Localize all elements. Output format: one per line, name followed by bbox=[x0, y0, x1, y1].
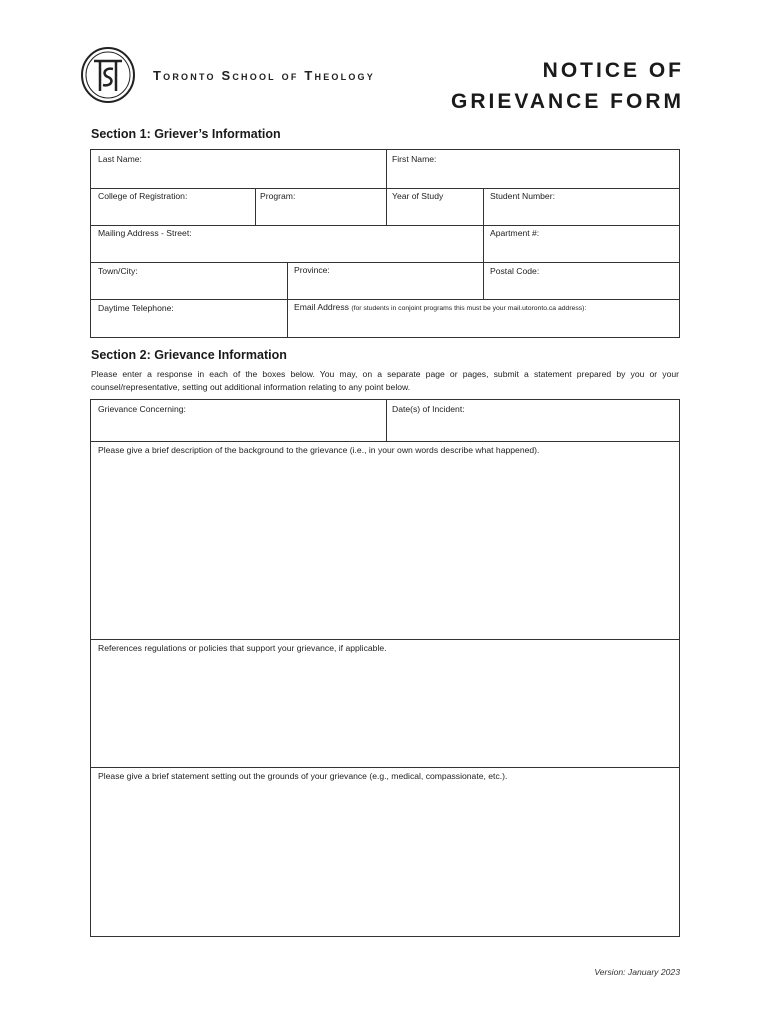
form-title-line1: NOTICE OF bbox=[542, 59, 684, 82]
background-field[interactable]: Please give a brief description of the background to the grievance (i.e., in your own words describe what happened). bbox=[98, 445, 540, 455]
postal-code-field[interactable]: Postal Code: bbox=[490, 266, 540, 276]
apartment-field[interactable]: Apartment #: bbox=[490, 228, 540, 238]
form-title-line2: GRIEVANCE FORM bbox=[451, 90, 684, 113]
daytime-phone-field[interactable]: Daytime Telephone: bbox=[98, 303, 174, 313]
first-name-field[interactable]: First Name: bbox=[392, 154, 437, 164]
grounds-field[interactable]: Please give a brief statement setting out the grounds of your grievance (e.g., medical, compassionate, etc.). bbox=[98, 771, 508, 781]
mailing-address-field[interactable]: Mailing Address - Street: bbox=[98, 228, 192, 238]
province-field[interactable]: Province: bbox=[294, 265, 330, 275]
email-note: (for students in conjoint programs this must be your mail.utoronto.ca address): bbox=[351, 305, 587, 312]
grievers-info-table bbox=[90, 149, 680, 338]
tst-logo-icon bbox=[80, 47, 136, 103]
references-field[interactable]: References regulations or policies that support your grievance, if applicable. bbox=[98, 643, 387, 653]
email-label: Email Address bbox=[294, 302, 349, 312]
year-of-study-field[interactable]: Year of Study bbox=[392, 191, 444, 201]
town-city-field[interactable]: Town/City: bbox=[98, 266, 138, 276]
version-note: Version: January 2023 bbox=[594, 967, 680, 977]
org-name: Toronto School of Theology bbox=[153, 68, 375, 83]
program-field[interactable]: Program: bbox=[260, 191, 296, 201]
form-title bbox=[451, 55, 684, 117]
email-field[interactable] bbox=[294, 302, 586, 312]
section2-instructions: Please enter a response in each of the boxes below. You may, on a separate page or pages, submit a statement prepared by you or your counsel/representative, setting out additional information relating to any point below. bbox=[91, 369, 679, 392]
grievance-info-table bbox=[90, 399, 680, 937]
last-name-field[interactable]: Last Name: bbox=[98, 154, 142, 164]
college-field[interactable]: College of Registration: bbox=[98, 191, 188, 201]
section2-heading: Section 2: Grievance Information bbox=[91, 348, 287, 362]
section1-heading: Section 1: Griever’s Information bbox=[91, 127, 281, 141]
student-number-field[interactable]: Student Number: bbox=[490, 191, 555, 201]
dates-of-incident-field[interactable]: Date(s) of Incident: bbox=[392, 404, 465, 414]
grievance-concerning-field[interactable]: Grievance Concerning: bbox=[98, 404, 186, 414]
